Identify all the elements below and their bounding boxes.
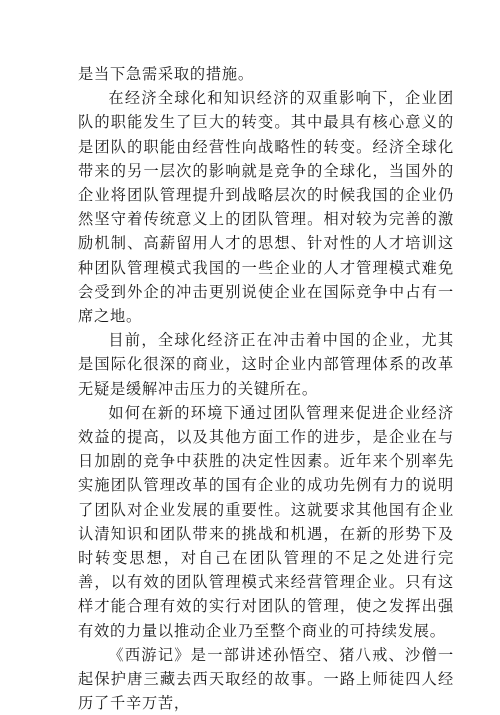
paragraph-4: 如何在新的环境下通过团队管理来促进企业经济效益的提高，以及其他方面工作的进步，是企业在与日加剧的竞争中获胜的决定性因素。近年来个别率先实施团队管理改革的国有企业的成功先例有力的说明了团队对企业发展的重要性。这就要求其他国有企业认清知识和团队带来的挑战和机遇，在新的形势下及时转变思想，对自己在团队管理的不足之处进行完善，以有效的团队管理模式来经营管理企业。只有这样才能合理有效的实行对团队的管理，使之发挥出强有效的力量以推动企业乃至整个商业的可持续发展。 bbox=[78, 403, 454, 640]
paragraph-3: 目前，全球化经济正在冲击着中国的企业，尤其是国际化很深的商业，这时企业内部管理体系的改革无疑是缓解冲击压力的关键所在。 bbox=[78, 331, 454, 398]
paragraph-2: 在经济全球化和知识经济的双重影响下，企业团队的职能发生了巨大的转变。其中最具有核心意义的是团队的职能由经营性向战略性的转变。经济全球化带来的另一层次的影响就是竞争的全球化，当国外的企业将团队管理提升到战略层次的时候我国的企业仍然坚守着传统意义上的团队管理。相对较为完善的激励机制、高薪留用人才的思想、针对性的人才培训这种团队管理模式我国的一些企业的人才管理模式难免会受到外企的冲击更别说使企业在国际竞争中占有一席之地。 bbox=[78, 89, 454, 326]
paragraph-5: 《西游记》是一部讲述孙悟空、猪八戒、沙僧一起保护唐三藏去西天取经的故事。一路上师徒四人经历了千辛万苦， bbox=[78, 645, 454, 713]
paragraph-1: 是当下急需采取的措施。 bbox=[78, 65, 254, 83]
